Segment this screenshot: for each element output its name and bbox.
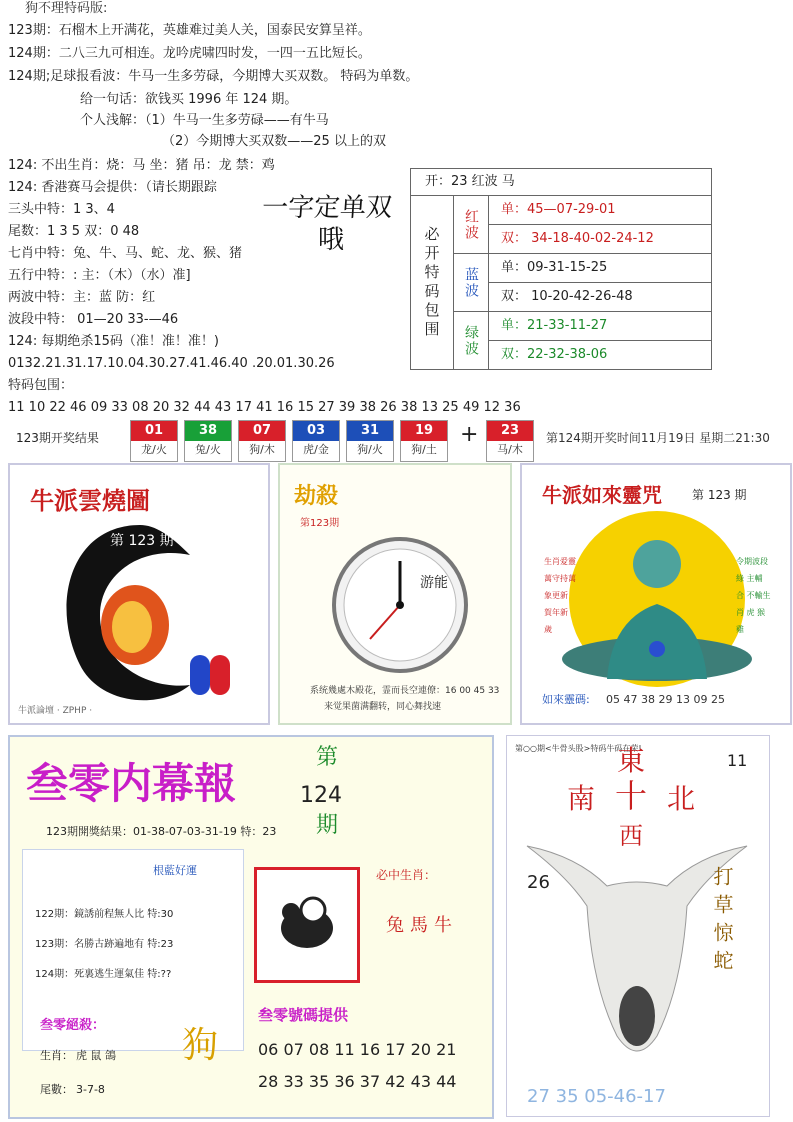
panel-header: 第○○期<牛骨头股>特码牛码在荣! <box>515 744 642 753</box>
issue-number: 124 <box>300 783 342 808</box>
group-red <box>454 196 711 254</box>
panel-insider <box>8 735 494 1119</box>
text-line: 给一句话：欲钱买 1996 年 124 期。 <box>80 92 298 107</box>
direction-west: 西 <box>619 822 643 850</box>
text-line: 三头中特：1 3、4 <box>8 202 115 217</box>
panel-issue: 第 123 期 <box>110 533 174 549</box>
ws-values: 3-7-8 <box>76 1083 105 1096</box>
text-line: 个人浅解：（1）牛马一生多劳碌——有牛马 <box>80 113 329 128</box>
panel-border-text: 牛派論壇 · ZPHP · <box>18 706 93 716</box>
buddha-graphic <box>552 509 762 689</box>
table-row: 单：45—07-29-01 <box>489 196 711 225</box>
code-label: 如來靈碼: <box>542 693 590 706</box>
special-ball: 23 马/木 <box>486 420 534 462</box>
panel-title: 牛派雲燒圖 <box>30 486 150 515</box>
panel-issue: 第123期 <box>300 518 340 529</box>
must-values: 兔馬牛 <box>386 915 458 936</box>
table-row: 双： 34-18-40-02-24-12 <box>501 231 654 246</box>
list-item: 123期：名勝古跡遍地有 特:23 <box>35 939 174 950</box>
panel-skull <box>506 735 770 1117</box>
text-line: 124期：二八三九可相连。龙吟虎啸四时发，一四一五比短长。 <box>8 46 371 61</box>
text-line: 124: 不出生肖：烧：马 坐：猪 吊：龙 禁：鸡 <box>8 158 275 173</box>
text-line: （2）今期博大买双数——25 以上的双 <box>162 134 386 149</box>
group-name: 红波 <box>463 208 479 241</box>
text-line: 124: 每期绝杀15码（准！准！准！) <box>8 334 219 349</box>
direction-center: 十 <box>615 777 648 815</box>
number-26: 26 <box>527 872 550 893</box>
must-label: 必中生肖： <box>376 868 437 882</box>
result-ball: 19 狗/土 <box>400 420 448 462</box>
jue-label: 叁零絕殺： <box>40 1018 106 1033</box>
kill-char: 狗 <box>182 1025 219 1066</box>
result-ball: 07 狗/木 <box>238 420 286 462</box>
panel-issue: 第 123 期 <box>692 488 747 502</box>
stamp-text-2: 哦 <box>318 225 345 255</box>
table-side-label: 必开特码包围 <box>411 196 454 369</box>
list-item: 124期：死裏逃生運氣佳 特:?? <box>35 969 172 980</box>
rat-picture <box>254 867 360 983</box>
plus-sign: + <box>460 422 479 447</box>
group-name: 蓝波 <box>463 266 479 299</box>
text-line: 124期;足球报看波：牛马一生多劳碌，今期博大买双数。 特码为单数。 <box>8 69 419 84</box>
table-header: 开：23 红波 马 <box>411 169 711 196</box>
panel-clock <box>278 463 512 725</box>
group-name: 绿波 <box>463 324 479 357</box>
issue-label: 第 <box>316 745 339 770</box>
next-draw-time: 第124期开奖时间11月19日 星期二21:30 <box>546 431 770 445</box>
prediction-table <box>410 168 712 370</box>
result-ball: 03 虎/金 <box>292 420 340 462</box>
panel-title: 劫殺 <box>294 484 339 509</box>
table-row: 单：21-33-11-27 <box>489 312 711 341</box>
panel-title: 牛派如來靈咒 <box>542 483 662 507</box>
text-line: 七肖中特：兔、牛、马、蛇、龙、猴、猪 <box>8 246 243 261</box>
codes-row: 06 07 08 11 16 17 20 21 <box>258 1040 457 1059</box>
codes-row: 28 33 35 36 37 42 43 44 <box>258 1072 457 1091</box>
direction-north: 北 <box>667 782 696 815</box>
motto: 根藍好運 <box>153 864 197 877</box>
code-values: 05 47 38 29 13 09 25 <box>606 693 725 706</box>
panel-title: 叁零内幕報 <box>26 759 237 808</box>
text-line: 五行中特：: 主：（木）（水）准] <box>8 268 191 283</box>
table-row: 单：09-31-15-25 <box>489 254 711 283</box>
list-item: 122期：鏡誘前程無人比 特:30 <box>35 909 174 920</box>
clock-face-graphic <box>330 535 470 675</box>
text-line: 124: 香港赛马会提供：（请长期跟踪 <box>8 180 217 195</box>
sx-values: 虎 鼠 鴿 <box>76 1049 116 1062</box>
results-bar <box>10 420 790 458</box>
clock-word: 游能 <box>420 575 448 591</box>
table-row: 双： 10-20-42-26-48 <box>501 289 633 304</box>
table-row: 双：22-32-38-06 <box>501 347 608 362</box>
text-line: 0132.21.31.17.10.04.30.27.41.46.40 .20.01.30.26 <box>8 356 335 371</box>
stamp-text: 一字定单双 <box>260 193 394 223</box>
left-info-box: 生肖爱靈 萬守持萬 象更新 賀年新 歲 <box>544 557 576 634</box>
result-ball: 38 兔/火 <box>184 420 232 462</box>
group-blue <box>454 254 711 312</box>
vertical-text: 打草惊蛇 <box>710 866 734 978</box>
result-ball: 31 狗/火 <box>346 420 394 462</box>
panel-caption: 系统幾處木殿花，霊而長空連僚：16 00 45 33 <box>310 686 500 696</box>
page-title: 狗不理特码版: <box>25 1 108 16</box>
text-line: 特码包围： <box>8 378 74 393</box>
direction-south: 南 <box>567 782 596 815</box>
right-info-box: 令期波段 綠 主輔 合 不輸生肖 虎 猴 雞 <box>736 557 771 634</box>
result-line: 123期開獎結果：01-38-07-03-31-19 特：23 <box>46 825 277 838</box>
panel-buddha <box>520 463 792 725</box>
number-11: 11 <box>727 751 748 770</box>
results-label: 123期开奖结果 <box>16 431 99 445</box>
issue-unit: 期 <box>316 813 339 838</box>
code-title: 叁零號碼提供 <box>258 1006 349 1024</box>
group-green <box>454 312 711 369</box>
ws-label: 尾數： <box>40 1083 73 1096</box>
sx-label: 生肖： <box>40 1049 73 1062</box>
text-line: 123期：石榴木上开满花，英雄难过美人关，国泰民安算呈祥。 <box>8 23 371 38</box>
text-line: 两波中特：主：蓝 防：红 <box>8 290 156 305</box>
bottom-numbers: 27 35 05-46-17 <box>527 1086 666 1107</box>
text-line: 尾数：1 3 5 双：0 48 <box>8 224 140 239</box>
panel-burn-chart <box>8 463 270 725</box>
text-line: 波段中特： 01—20 33-—46 <box>8 312 179 327</box>
result-ball: 01 龙/火 <box>130 420 178 462</box>
direction-east: 東 <box>617 744 646 777</box>
text-line: 11 10 22 46 09 33 08 20 32 44 43 17 41 16 15 27 39 38 26 38 13 25 49 12 36 <box>8 400 521 415</box>
panel-caption: 来觉果菌满翻转，同心舞找速 <box>324 702 442 712</box>
